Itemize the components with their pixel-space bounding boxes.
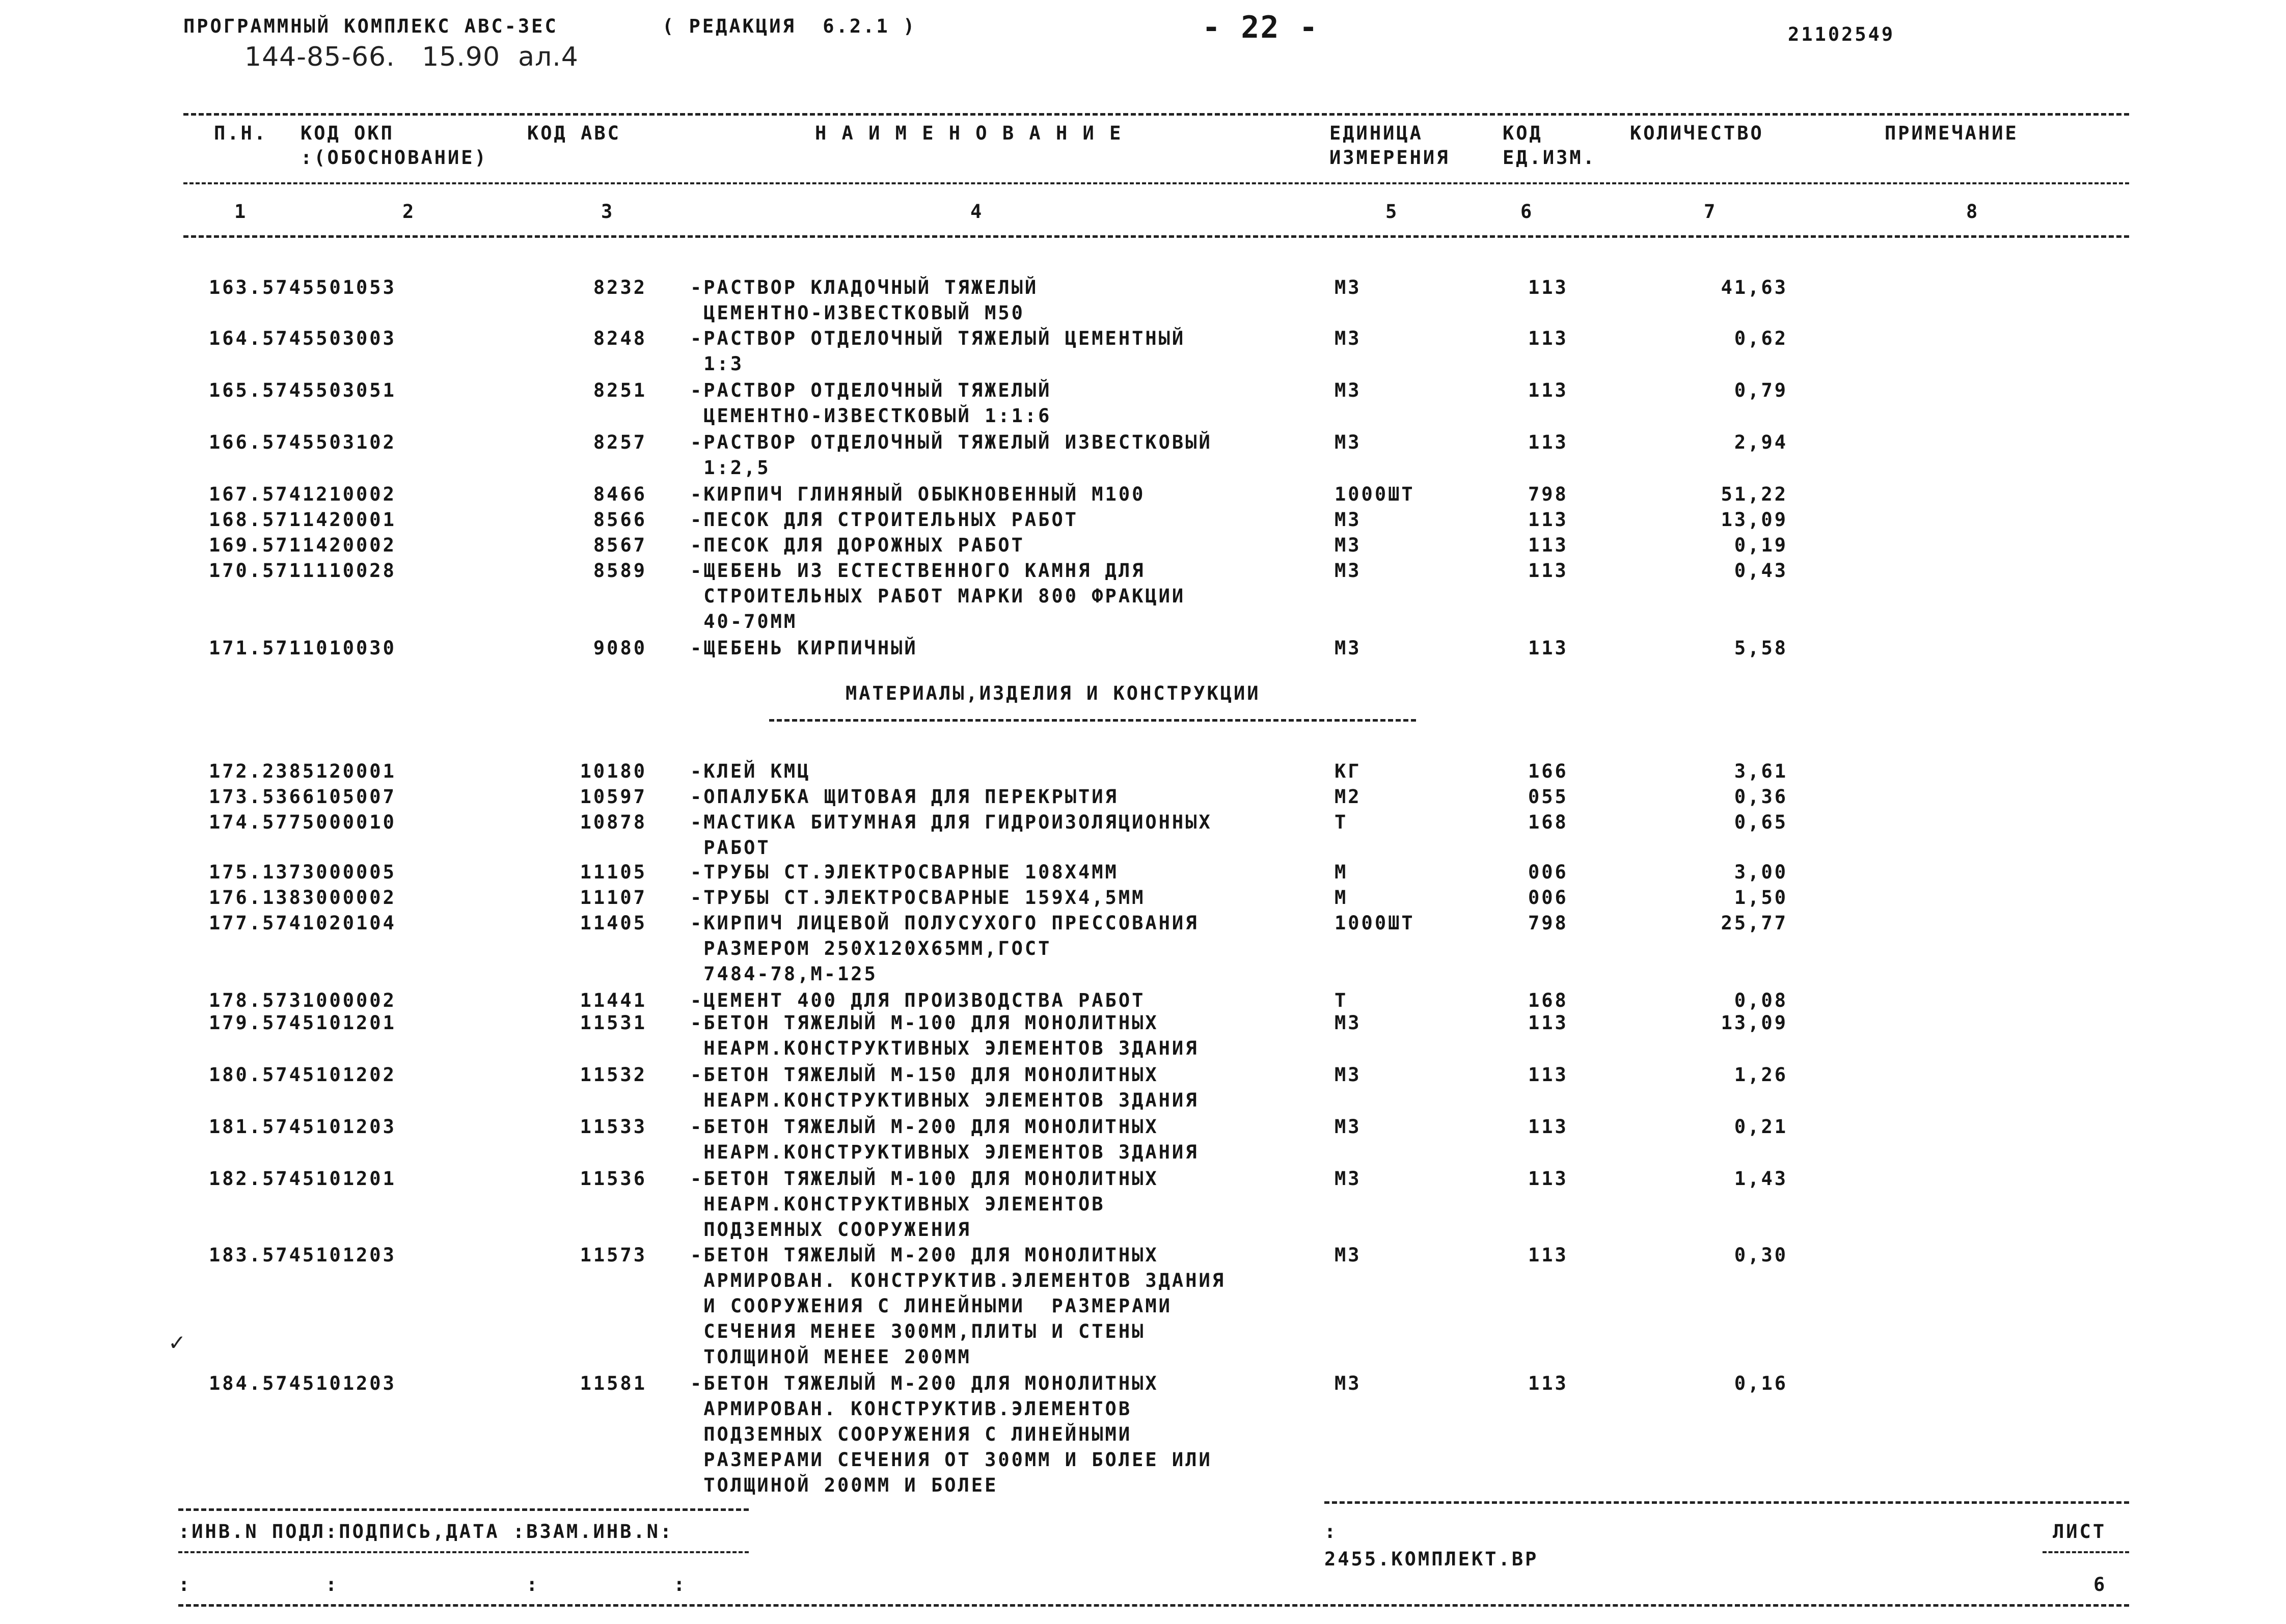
footer-title: 2455.КОМПЛЕКТ.ВР [1324,1548,1539,1570]
row-name: -ОПАЛУБКА ЩИТОВАЯ ДЛЯ ПЕРЕКРЫТИЯ [690,786,1119,808]
row-unit-code: 113 [1528,431,1568,453]
row-unit-code: 055 [1528,786,1568,808]
row-abc-code: 8589 [593,560,647,582]
row-number: 181.5745101203 [209,1116,396,1138]
col-number-7: 7 [1704,201,1718,223]
header-rule [183,182,2129,184]
row-number: 170.5711110028 [209,560,396,582]
row-number: 174.5775000010 [209,811,396,833]
row-quantity: 0,30 [1734,1244,1788,1266]
row-name: -БЕТОН ТЯЖЕЛЫЙ М-100 ДЛЯ МОНОЛИТНЫХ НЕАРМ.КОНСТРУКТИВНЫХ ЭЛЕМЕНТОВ ПОДЗЕМНЫХ СООРУЖЕНИЯ [690,1168,1159,1241]
row-number: 173.5366105007 [209,786,396,808]
row-quantity: 51,22 [1721,483,1788,505]
col-header-name: Н А И М Е Н О В А Н И Е [815,122,1123,144]
row-number: 183.5745101203 [209,1244,396,1266]
row-number: 172.2385120001 [209,760,396,782]
check-mark-icon: ✓ [168,1330,186,1355]
row-unit: М3 [1335,560,1362,582]
row-number: 177.5741020104 [209,912,396,934]
program-name: ПРОГРАММНЫЙ КОМПЛЕКС АВС-3ЕС [183,15,558,37]
row-abc-code: 11532 [580,1064,647,1086]
row-unit: М [1335,861,1348,883]
col-number-3: 3 [601,201,615,223]
row-name: -ТРУБЫ СТ.ЭЛЕКТРОСВАРНЫЕ 159Х4,5ММ [690,887,1146,909]
row-abc-code: 8232 [593,277,647,298]
row-unit-code: 006 [1528,887,1568,909]
row-name: -БЕТОН ТЯЖЕЛЫЙ М-200 ДЛЯ МОНОЛИТНЫХ АРМИРОВАН. КОНСТРУКТИВ.ЭЛЕМЕНТОВ ЗДАНИЯ И СООРУЖЕНИЯ С ЛИНЕЙНЫМИ РАЗМЕРАМИ СЕЧЕНИЯ МЕНЕЕ 300ММ,ПЛИТЫ И СТЕНЫ ТОЛЩИНОЙ МЕНЕЕ 200ММ [690,1244,1226,1368]
row-unit-code: 113 [1528,1064,1568,1086]
row-name: -РАСТВОР ОТДЕЛОЧНЫЙ ТЯЖЕЛЫЙ ЦЕМЕНТНО-ИЗВЕСТКОВЫЙ 1:1:6 [690,379,1052,427]
row-unit-code: 113 [1528,1116,1568,1138]
row-unit-code: 113 [1528,277,1568,298]
row-abc-code: 8257 [593,431,647,453]
row-abc-code: 11531 [580,1012,647,1034]
row-unit: М [1335,887,1348,909]
row-name: -РАСТВОР ОТДЕЛОЧНЫЙ ТЯЖЕЛЫЙ ЦЕМЕНТНЫЙ 1:3 [690,327,1186,375]
row-unit: 1000ШТ [1335,483,1415,505]
row-quantity: 0,62 [1734,327,1788,349]
col-header-unit-code: КОД ЕД.ИЗМ. [1503,122,1596,169]
row-abc-code: 8566 [593,509,647,531]
row-unit: М3 [1335,534,1362,556]
row-unit-code: 113 [1528,327,1568,349]
row-unit: М3 [1335,327,1362,349]
row-unit-code: 113 [1528,560,1568,582]
sheet-number: 6 [2093,1574,2107,1595]
col-header-no: П.Н. [214,122,268,144]
footer-top-rule-right [1324,1501,2129,1504]
row-quantity: 5,58 [1734,637,1788,659]
row-quantity: 2,94 [1734,431,1788,453]
row-unit: М3 [1335,431,1362,453]
row-unit-code: 168 [1528,989,1568,1011]
row-number: 178.5731000002 [209,989,396,1011]
row-number: 164.5745503003 [209,327,396,349]
row-quantity: 1,43 [1734,1168,1788,1190]
row-abc-code: 11573 [580,1244,647,1266]
row-abc-code: 10180 [580,760,647,782]
row-name: -РАСТВОР КЛАДОЧНЫЙ ТЯЖЕЛЫЙ ЦЕМЕНТНО-ИЗВЕСТКОВЫЙ М50 [690,277,1039,324]
row-unit: М3 [1335,1168,1362,1190]
row-quantity: 0,43 [1734,560,1788,582]
row-abc-code: 11405 [580,912,647,934]
document-code: 21102549 [1788,23,1895,45]
row-unit-code: 168 [1528,811,1568,833]
row-number: 167.5741210002 [209,483,396,505]
col-number-4: 4 [970,201,984,223]
row-unit-code: 798 [1528,483,1568,505]
row-abc-code: 11107 [580,887,647,909]
row-name: -МАСТИКА БИТУМНАЯ ДЛЯ ГИДРОИЗОЛЯЦИОННЫХ РАБОТ [690,811,1212,859]
row-unit-code: 113 [1528,1372,1568,1394]
stamp-rule [178,1551,749,1553]
row-quantity: 3,61 [1734,760,1788,782]
handwritten-note: 144-85-66. 15.90 ал.4 [244,42,579,72]
stamp-labels: :ИНВ.N ПОДЛ:ПОДПИСЬ,ДАТА :ВЗАМ.ИНВ.N: [178,1521,674,1543]
footer-top-rule-left [178,1508,749,1511]
row-quantity: 13,09 [1721,509,1788,531]
row-unit-code: 113 [1528,1244,1568,1266]
row-abc-code: 9080 [593,637,647,659]
row-unit-code: 166 [1528,760,1568,782]
row-quantity: 0,36 [1734,786,1788,808]
row-name: -БЕТОН ТЯЖЕЛЫЙ М-150 ДЛЯ МОНОЛИТНЫХ НЕАРМ.КОНСТРУКТИВНЫХ ЭЛЕМЕНТОВ ЗДАНИЯ [690,1064,1199,1111]
row-number: 182.5745101201 [209,1168,396,1190]
row-unit-code: 113 [1528,379,1568,401]
row-number: 171.5711010030 [209,637,396,659]
row-name: -КИРПИЧ ГЛИНЯНЫЙ ОБЫКНОВЕННЫЙ М100 [690,483,1146,505]
row-abc-code: 11105 [580,861,647,883]
row-unit: М3 [1335,1064,1362,1086]
footer-left-border: : [1324,1521,1338,1543]
row-number: 180.5745101202 [209,1064,396,1086]
row-unit-code: 113 [1528,1168,1568,1190]
row-unit-code: 006 [1528,861,1568,883]
row-number: 176.1383000002 [209,887,396,909]
row-unit: М3 [1335,1372,1362,1394]
row-number: 168.5711420001 [209,509,396,531]
col-number-1: 1 [234,201,248,223]
row-quantity: 1,26 [1734,1064,1788,1086]
row-unit: М3 [1335,1244,1362,1266]
row-quantity: 3,00 [1734,861,1788,883]
row-number: 166.5745503102 [209,431,396,453]
row-quantity: 0,08 [1734,989,1788,1011]
row-unit: М3 [1335,509,1362,531]
row-abc-code: 10878 [580,811,647,833]
sheet-rule [2043,1551,2129,1553]
col-number-8: 8 [1966,201,1980,223]
row-name: -БЕТОН ТЯЖЕЛЫЙ М-100 ДЛЯ МОНОЛИТНЫХ НЕАРМ.КОНСТРУКТИВНЫХ ЭЛЕМЕНТОВ ЗДАНИЯ [690,1012,1199,1059]
col-header-abc: КОД АВС [527,122,621,144]
row-unit: М2 [1335,786,1362,808]
row-name: -КЛЕЙ КМЦ [690,760,811,782]
row-abc-code: 11441 [580,989,647,1011]
row-quantity: 0,16 [1734,1372,1788,1394]
row-abc-code: 8466 [593,483,647,505]
row-abc-code: 8567 [593,534,647,556]
row-unit: М3 [1335,1116,1362,1138]
row-number: 179.5745101201 [209,1012,396,1034]
row-abc-code: 11581 [580,1372,647,1394]
table-top-rule [183,113,2129,116]
row-unit-code: 113 [1528,1012,1568,1034]
row-name: -ЩЕБЕНЬ КИРПИЧНЫЙ [690,637,918,659]
row-number: 163.5745501053 [209,277,396,298]
row-unit: М3 [1335,277,1362,298]
row-name: -БЕТОН ТЯЖЕЛЫЙ М-200 ДЛЯ МОНОЛИТНЫХ НЕАРМ.КОНСТРУКТИВНЫХ ЭЛЕМЕНТОВ ЗДАНИЯ [690,1116,1199,1163]
row-quantity: 25,77 [1721,912,1788,934]
col-header-unit: ЕДИНИЦА ИЗМЕРЕНИЯ [1329,122,1450,169]
row-unit-code: 113 [1528,534,1568,556]
row-quantity: 41,63 [1721,277,1788,298]
row-abc-code: 11533 [580,1116,647,1138]
row-quantity: 0,79 [1734,379,1788,401]
section-title: МАТЕРИАЛЫ,ИЗДЕЛИЯ И КОНСТРУКЦИИ [846,682,1261,704]
row-number: 184.5745101203 [209,1372,396,1394]
sheet-label: ЛИСТ [2053,1521,2107,1543]
col-number-5: 5 [1385,201,1399,223]
row-name: -ПЕСОК ДЛЯ ДОРОЖНЫХ РАБОТ [690,534,1025,556]
col-number-6: 6 [1520,201,1534,223]
col-header-okp: КОД ОКП :(ОБОСНОВАНИЕ) [301,122,488,169]
footer-bottom-rule [178,1604,2129,1607]
row-unit: Т [1335,811,1348,833]
row-quantity: 1,50 [1734,887,1788,909]
row-name: -КИРПИЧ ЛИЦЕВОЙ ПОЛУСУХОГО ПРЕССОВАНИЯ РАЗМЕРОМ 250Х120Х65ММ,ГОСТ 7484-78,М-125 [690,912,1199,985]
row-unit: М3 [1335,379,1362,401]
row-unit: М3 [1335,637,1362,659]
row-name: -ПЕСОК ДЛЯ СТРОИТЕЛЬНЫХ РАБОТ [690,509,1079,531]
row-quantity: 0,21 [1734,1116,1788,1138]
row-unit: Т [1335,989,1348,1011]
row-abc-code: 8251 [593,379,647,401]
row-abc-code: 8248 [593,327,647,349]
row-abc-code: 10597 [580,786,647,808]
row-name: -ТРУБЫ СТ.ЭЛЕКТРОСВАРНЫЕ 108Х4ММ [690,861,1119,883]
row-name: -РАСТВОР ОТДЕЛОЧНЫЙ ТЯЖЕЛЫЙ ИЗВЕСТКОВЫЙ 1:2,5 [690,431,1212,479]
col-number-2: 2 [402,201,416,223]
row-abc-code: 11536 [580,1168,647,1190]
row-quantity: 0,19 [1734,534,1788,556]
row-quantity: 0,65 [1734,811,1788,833]
edition-label: ( РЕДАКЦИЯ 6.2.1 ) [662,15,917,37]
row-number: 169.5711420002 [209,534,396,556]
row-unit-code: 113 [1528,637,1568,659]
col-header-quantity: КОЛИЧЕСТВО [1630,122,1764,144]
row-number: 165.5745503051 [209,379,396,401]
row-unit-code: 798 [1528,912,1568,934]
section-title-underline [769,719,1416,722]
row-unit: М3 [1335,1012,1362,1034]
col-header-note: ПРИМЕЧАНИЕ [1885,122,2019,144]
page-number: - 22 - [1202,10,1319,45]
row-name: -БЕТОН ТЯЖЕЛЫЙ М-200 ДЛЯ МОНОЛИТНЫХ АРМИРОВАН. КОНСТРУКТИВ.ЭЛЕМЕНТОВ ПОДЗЕМНЫХ СООРУЖЕНИЯ С ЛИНЕЙНЫМИ РАЗМЕРАМИ СЕЧЕНИЯ ОТ 300ММ И БОЛЕЕ ИЛИ ТОЛЩИНОЙ 200ММ И БОЛЕЕ [690,1372,1212,1496]
row-name: -ЦЕМЕНТ 400 ДЛЯ ПРОИЗВОДСТВА РАБОТ [690,989,1146,1011]
row-unit: 1000ШТ [1335,912,1415,934]
col-number-rule [183,235,2129,238]
stamp-blank-row: : : : : [178,1574,687,1595]
row-quantity: 13,09 [1721,1012,1788,1034]
row-unit-code: 113 [1528,509,1568,531]
row-number: 175.1373000005 [209,861,396,883]
row-name: -ЩЕБЕНЬ ИЗ ЕСТЕСТВЕННОГО КАМНЯ ДЛЯ СТРОИТЕЛЬНЫХ РАБОТ МАРКИ 800 ФРАКЦИИ 40-70ММ [690,560,1186,632]
row-unit: КГ [1335,760,1362,782]
